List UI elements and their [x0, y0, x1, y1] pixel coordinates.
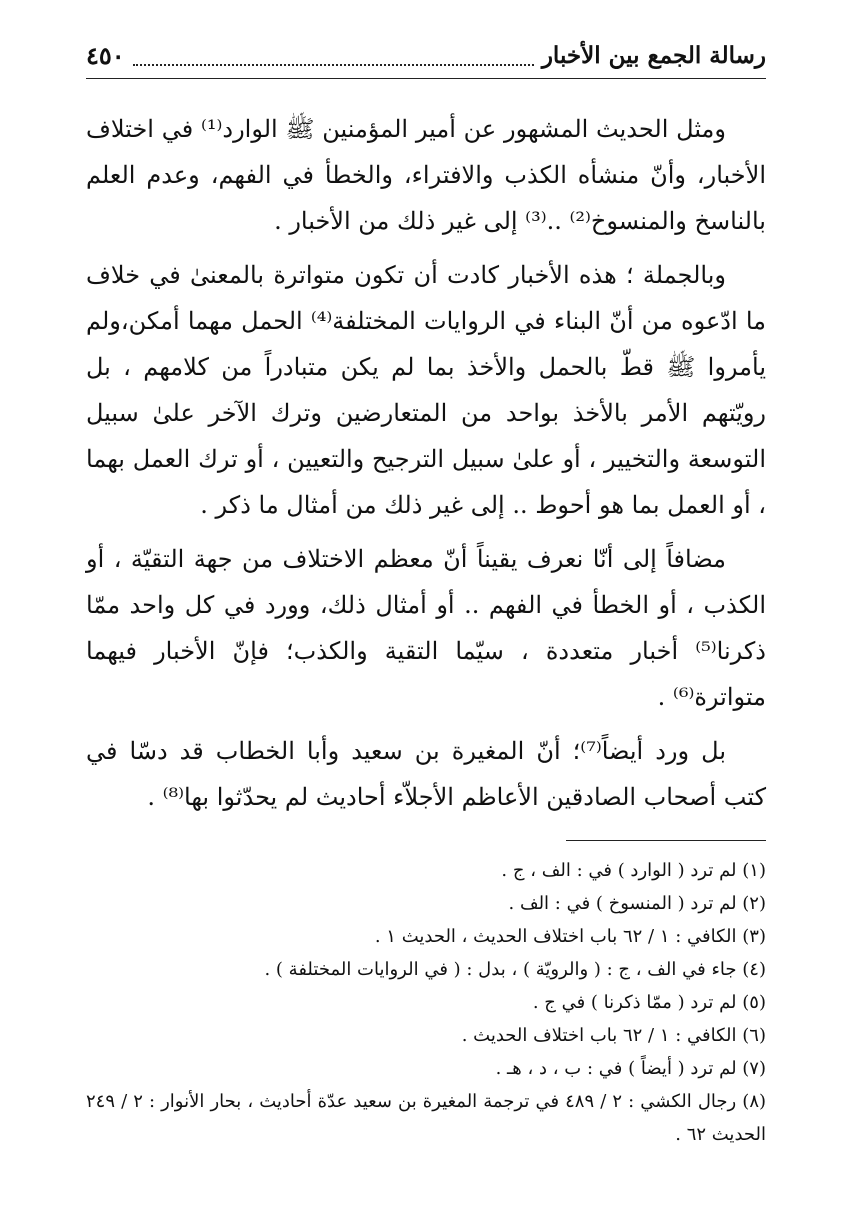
footnote: (٢) لم ترد ( المنسوخ ) في : الف .: [508, 893, 766, 914]
footnote: (٣) الكافي : ١ / ٦٢ باب اختلاف الحديث ، الحديث ١ .: [374, 926, 766, 947]
leader-dots: [133, 64, 534, 66]
paragraph: وبالجملة ؛ هذه الأخبار كادت أن تكون متواترة بالمعنىٰ في خلاف ما ادّعوه من أنّ البناء في الروايات المختلفة⁽⁴⁾ الحمل مهما أمكن،ولم يأمروا ﷺ قطّ بالحمل والأخذ بما لم يكن متبادراً من كلامهم ، بل رويّتهم الأمر بالأخذ بواحد من المتعارضين وترك الآخر علىٰ سبيل التوسعة والتخيير ، أو علىٰ سبيل الترجيح والتعيين ، أو ترك العمل بهما ، أو العمل بما هو أحوط .. إلى غير ذلك من أمثال ما ذكر .: [86, 261, 766, 519]
footnotes: [86, 854, 766, 1151]
footnote: (٤) جاء في الف ، ج : ( والرويّة ) ، بدل : ( في الروايات المختلفة ) .: [264, 959, 766, 980]
page-number: ٤٥٠: [86, 41, 125, 70]
footnote: (٥) لم ترد ( ممّا ذكرنا ) في ج .: [532, 992, 766, 1013]
footnote-separator: [566, 840, 766, 841]
running-title: رسالة الجمع بين الأخبار: [541, 42, 766, 69]
footnote: (٧) لم ترد ( أيضاً ) في : ب ، د ، هـ .: [495, 1058, 766, 1079]
paragraph: بل ورد أيضاً⁽⁷⁾؛ أنّ المغيرة بن سعيد وأبا الخطاب قد دسّا في كتب أصحاب الصادقين الأعاظم الأجلاّء أحاديث لم يحدّثوا بها⁽⁸⁾ .: [86, 737, 766, 811]
footnote: (٨) رجال الكشي : ٢ / ٤٨٩ في ترجمة المغيرة بن سعيد عدّة أحاديث ، بحار الأنوار : ٢ / ٢٤٩ الحديث ٦٢ .: [86, 1091, 767, 1145]
main-text: [86, 106, 766, 828]
header-rule: [86, 78, 766, 79]
footnote: (١) لم ترد ( الوارد ) في : الف ، ج .: [501, 860, 766, 881]
page-header: [86, 36, 766, 76]
paragraph: مضافاً إلى أنّا نعرف يقيناً أنّ معظم الاختلاف من جهة التقيّة ، أو الكذب ، أو الخطأ في الفهم .. أو أمثال ذلك، وورد في كل واحد ممّا ذكرنا⁽⁵⁾ أخبار متعددة ، سيّما التقية والكذب؛ فإنّ الأخبار فيهما متواترة⁽⁶⁾ .: [86, 545, 766, 711]
paragraph: ومثل الحديث المشهور عن أمير المؤمنين ﷺ الوارد⁽¹⁾ في اختلاف الأخبار، وأنّ منشأه الكذب والافتراء، والخطأ في الفهم، وعدم العلم بالناسخ والمنسوخ⁽²⁾ ..⁽³⁾ إلى غير ذلك من الأخبار .: [86, 115, 766, 235]
footnote: (٦) الكافي : ١ / ٦٢ باب اختلاف الحديث .: [461, 1025, 766, 1046]
